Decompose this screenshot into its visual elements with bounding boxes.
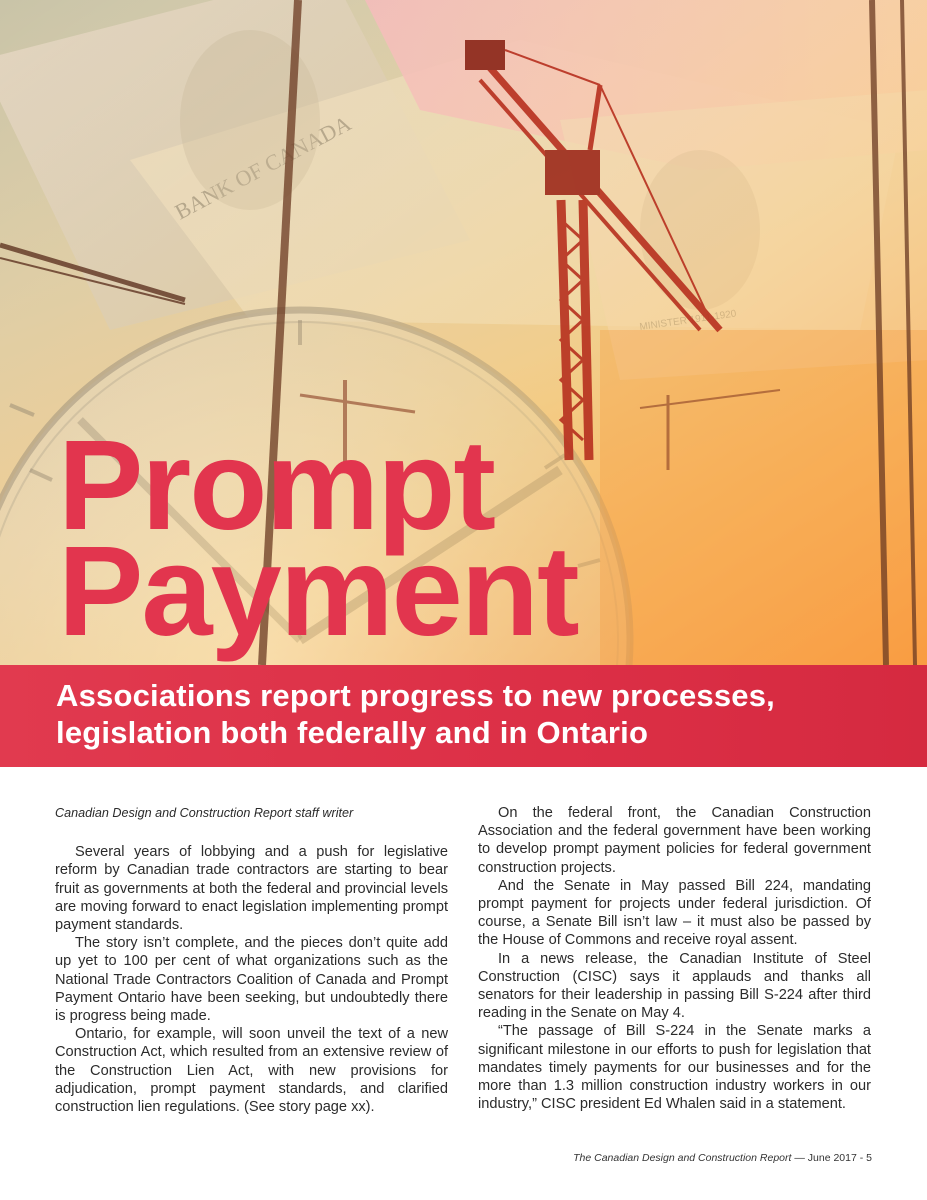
page-footer: [573, 1152, 872, 1164]
deck-line-2: legislation both federally and in Ontario: [56, 715, 649, 750]
article-column-right: [478, 804, 871, 1113]
paragraph: On the federal front, the Canadian Construction Association and the federal government have been working to develop prompt payment policies for federal government construction projects.: [478, 805, 871, 876]
paragraph: In a news release, the Canadian Institute of Steel Construction (CISC) says it applauds and thanks all senators for their leadership in passing Bill S-224 after third reading in the Senate on May 4.: [478, 950, 871, 1022]
page-number: 5: [866, 1152, 872, 1164]
paragraph: And the Senate in May passed Bill 224, mandating prompt payment for projects under federal jurisdiction. Of course, a Senate Bill isn’t law – it must also be passed by the House of Commons and receive royal assent.: [478, 877, 871, 949]
paragraph: Ontario, for example, will soon unveil the text of a new Construction Act, which resulted from an extensive review of the Construction Lien Act, with new provisions for adjudication, prompt payment standards, and clarified construction lien regulations. (See story page xx).: [55, 1026, 448, 1116]
headline-line-1: Prompt: [58, 414, 494, 557]
footer-publication: The Canadian Design and Construction Report: [573, 1152, 792, 1164]
footer-separator: —: [791, 1152, 808, 1164]
paragraph: “The passage of Bill S-224 in the Senate marks a significant milestone in our efforts to push for legislation that mandates timely payments for our businesses and for the more than 1.3 million construction industry workers in our industry,” CISC president Ed Whalen said in a statement.: [478, 1023, 871, 1113]
deck-line-1: Associations report progress to new processes,: [56, 678, 775, 713]
footer-page-separator: -: [856, 1152, 867, 1164]
footer-issue: June 2017: [807, 1152, 857, 1164]
byline: Canadian Design and Construction Report staff writer: [55, 806, 354, 820]
deck-banner: [0, 665, 927, 767]
article-column-left: [55, 804, 448, 1116]
headline-line-2: Payment: [58, 520, 578, 663]
paragraph: Several years of lobbying and a push for legislative reform by Canadian trade contractors are starting to bear fruit as governments at both the federal and provincial levels are moving forward to enact legislation implementing prompt payment standards.: [55, 844, 448, 934]
paragraph: The story isn’t complete, and the pieces don’t quite add up yet to 100 per cent of what organizations such as the National Trade Contractors Coalition of Canada and Prompt Payment Ontario have been seeking, but undoubtedly there is progress being made.: [55, 935, 448, 1025]
